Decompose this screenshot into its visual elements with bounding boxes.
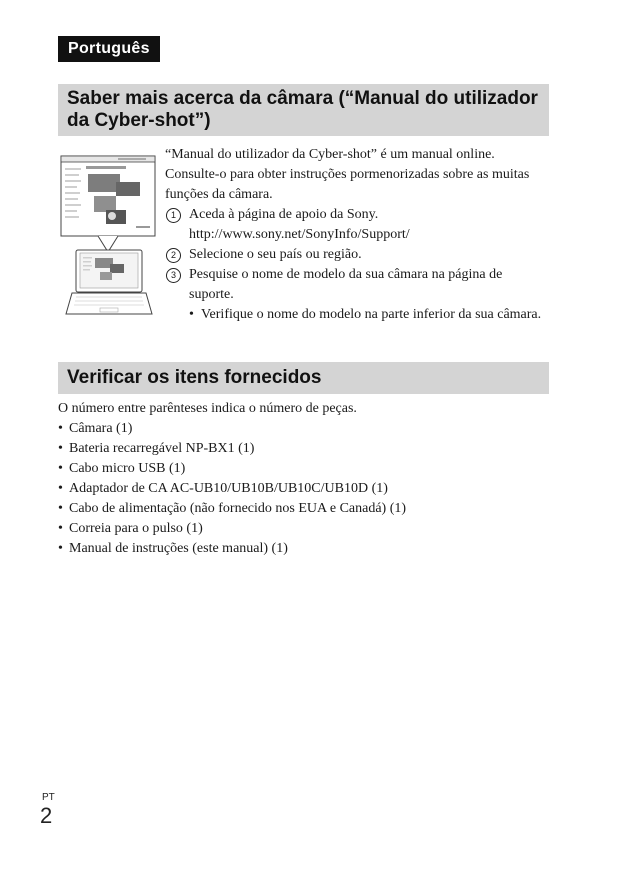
note-text: Verifique o nome do modelo na parte inferior da sua câmara. [201,307,542,322]
bullet: • [189,307,194,322]
item-text: Adaptador de CA AC-UB10/UB10B/UB10C/UB10D (1) [69,481,388,496]
list-item [58,479,549,499]
bullet: • [58,461,63,476]
bullet: • [58,521,63,536]
list-item [58,519,549,539]
supplied-items [58,399,549,559]
step-1 [165,205,549,245]
item-text: Manual de instruções (este manual) (1) [69,541,288,556]
manual-intro-text: “Manual do utilizador da Cyber-shot” é um manual online. Consulte-o para obter instruções pormenorizadas sobre as muitas funções da câmara. [165,147,530,202]
item-text: Câmara (1) [69,421,133,436]
list-item [58,439,549,459]
step-3-text: Pesquise o nome de modelo da sua câmara na página de suporte. [189,267,503,302]
bullet: • [58,441,63,456]
step-number-2: 2 [166,248,181,263]
section-title-manual: Saber mais acerca da câmara (“Manual do utilizador da Cyber-shot”) [58,84,549,136]
item-text: Correia para o pulso (1) [69,521,203,536]
list-item [58,539,549,559]
manual-instructions [165,145,549,325]
page-language-code: PT [42,792,55,803]
step-number-1: 1 [166,208,181,223]
item-text: Cabo micro USB (1) [69,461,186,476]
model-name-note [165,305,549,325]
item-text: Bateria recarregável NP-BX1 (1) [69,441,255,456]
step-2 [165,245,549,265]
step-3 [165,265,549,305]
section-title-supplied-items: Verificar os itens fornecidos [58,362,549,394]
page-number: 2 [40,803,53,828]
list-item [58,499,549,519]
support-url[interactable]: http://www.sony.net/SonyInfo/Support/ [189,227,410,242]
bullet: • [58,481,63,496]
laptop-manual-illustration [58,152,158,322]
list-item [58,459,549,479]
list-item [58,419,549,439]
step-number-3: 3 [166,268,181,283]
bullet: • [58,421,63,436]
step-2-text: Selecione o seu país ou região. [189,247,362,262]
bullet: • [58,541,63,556]
step-1-text: Aceda à página de apoio da Sony. [189,207,379,222]
bullet: • [58,501,63,516]
supplied-items-intro: O número entre parênteses indica o número de peças. [58,401,357,416]
item-text: Cabo de alimentação (não fornecido nos EUA e Canadá) (1) [69,501,407,516]
language-tab: Português [58,36,160,62]
